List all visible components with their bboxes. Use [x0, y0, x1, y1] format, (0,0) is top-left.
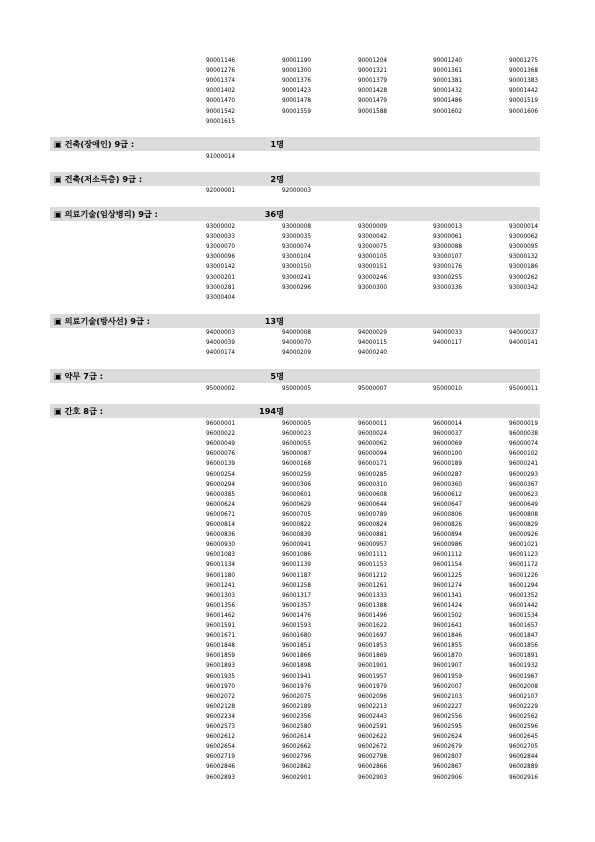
applicant-number: 96001341 — [433, 592, 462, 599]
applicant-number: 96000139 — [206, 461, 235, 468]
applicant-number: 90001428 — [358, 88, 387, 95]
applicant-number: 90001402 — [206, 88, 235, 95]
applicant-number: 96000294 — [206, 481, 235, 488]
applicant-number: 96000189 — [433, 461, 462, 468]
section-count: 194명 — [259, 406, 284, 416]
applicant-number: 96000824 — [358, 522, 387, 528]
applicant-number: 94000174 — [206, 350, 235, 357]
applicant-number: 96001241 — [206, 582, 235, 589]
applicant-number: 94000033 — [433, 330, 462, 336]
applicant-number: 96001593 — [282, 623, 311, 629]
applicant-number: 94000117 — [433, 340, 462, 347]
applicant-number: 96000259 — [282, 471, 311, 478]
applicant-number: 94000141 — [509, 340, 538, 347]
applicant-number: 96000074 — [509, 441, 538, 448]
applicant-number: 96000254 — [206, 471, 235, 478]
applicant-number: 93000009 — [358, 224, 387, 230]
applicant-number: 96001352 — [509, 592, 538, 599]
applicant-number: 96001442 — [509, 602, 538, 609]
applicant-number: 95000010 — [433, 386, 462, 392]
applicant-number: 93000061 — [433, 234, 462, 241]
applicant-number: 96002612 — [206, 734, 235, 741]
applicant-number: 92000003 — [282, 188, 311, 194]
applicant-number: 90001602 — [433, 108, 462, 115]
applicant-number: 96002107 — [509, 693, 538, 700]
applicant-number: 96001901 — [358, 663, 387, 670]
applicant-number: 96000836 — [206, 532, 235, 539]
section-header-medtech-clinical — [50, 207, 540, 221]
applicant-number: 96000826 — [433, 522, 462, 528]
applicant-number: 96001855 — [433, 643, 462, 650]
applicant-number: 93000151 — [358, 264, 387, 271]
applicant-number: 93000107 — [433, 254, 462, 261]
applicant-number: 93000241 — [282, 274, 311, 281]
applicant-number: 96001866 — [282, 653, 311, 660]
applicant-number: 96001893 — [206, 663, 235, 670]
applicant-number: 96001851 — [282, 643, 311, 650]
applicant-number: 95000005 — [282, 386, 311, 392]
applicant-number: 96000705 — [282, 511, 311, 518]
applicant-number: 96002645 — [509, 734, 538, 741]
applicant-number: 96002807 — [433, 754, 462, 761]
applicant-number: 96002889 — [509, 764, 538, 771]
applicant-number: 90001442 — [509, 88, 538, 95]
applicant-number: 96001671 — [206, 633, 235, 640]
applicant-number: 96000612 — [433, 491, 462, 498]
applicant-number: 96001021 — [509, 542, 538, 549]
applicant-number: 96000649 — [509, 501, 538, 508]
applicant-number: 96000001 — [206, 421, 235, 427]
applicant-number: 93000300 — [358, 284, 387, 291]
applicant-number: 96000014 — [433, 421, 462, 427]
applicant-number: 96000608 — [358, 491, 387, 498]
applicant-number: 96001932 — [509, 663, 538, 670]
section-header-arch-lowincome — [50, 172, 540, 186]
applicant-number: 96001976 — [282, 683, 311, 690]
applicant-number: 96001112 — [433, 552, 462, 559]
applicant-number: 96001123 — [509, 552, 538, 559]
section-title: ▣ 건축(저소득층) 9급 : — [54, 174, 143, 184]
applicant-number: 96002595 — [433, 724, 462, 730]
applicant-number: 94000240 — [358, 350, 387, 357]
applicant-number: 96001424 — [433, 602, 462, 609]
applicant-number: 96001891 — [509, 653, 538, 660]
applicant-number: 96001534 — [509, 612, 538, 619]
applicant-number: 96001935 — [206, 673, 235, 680]
applicant-number: 93000296 — [282, 284, 311, 291]
applicant-number: 96001657 — [509, 623, 538, 629]
applicant-number: 96000094 — [358, 451, 387, 458]
applicant-number: 90001615 — [206, 118, 235, 125]
applicant-number: 96002356 — [282, 713, 311, 720]
applicant-number: 96002679 — [433, 744, 462, 751]
applicant-number: 96001086 — [282, 552, 311, 559]
section-title: ▣ 약무 7급 : — [54, 371, 103, 381]
applicant-number: 93000095 — [509, 244, 538, 251]
applicant-number: 96002906 — [433, 774, 462, 781]
applicant-number: 93000070 — [206, 244, 235, 251]
applicant-number: 94000115 — [358, 340, 387, 347]
applicant-number: 93000404 — [206, 294, 235, 301]
applicant-number: 96000087 — [282, 451, 311, 458]
section-header-nursing — [50, 404, 540, 418]
applicant-number: 96001959 — [433, 673, 462, 680]
applicant-number: 93000088 — [433, 244, 462, 251]
applicant-number: 96001356 — [206, 602, 235, 609]
applicant-number: 96002234 — [206, 713, 235, 720]
applicant-number: 96002562 — [509, 713, 538, 720]
applicant-number: 96000168 — [282, 461, 311, 468]
applicant-number: 96001846 — [433, 633, 462, 640]
applicant-number: 93000176 — [433, 264, 462, 271]
applicant-number: 96002227 — [433, 703, 462, 710]
applicant-number: 96001083 — [206, 552, 235, 559]
applicant-number: 90001374 — [206, 78, 235, 85]
applicant-number: 96001172 — [509, 562, 538, 569]
applicant-number: 93000075 — [358, 244, 387, 251]
applicant-number: 96001680 — [282, 633, 311, 640]
applicant-number: 93000150 — [282, 264, 311, 271]
applicant-number: 91000014 — [206, 154, 235, 160]
applicant-number: 96000930 — [206, 542, 235, 549]
applicant-number: 93000062 — [509, 234, 538, 241]
applicant-number: 96001970 — [206, 683, 235, 690]
applicant-number: 94000070 — [282, 340, 311, 347]
applicant-number: 90001606 — [509, 108, 538, 115]
section-header-medtech-radiology — [50, 314, 540, 328]
applicant-number: 90001479 — [358, 98, 387, 105]
applicant-number: 93000336 — [433, 284, 462, 291]
applicant-number: 96000881 — [358, 532, 387, 539]
applicant-number: 96001847 — [509, 633, 538, 640]
applicant-number: 96002072 — [206, 693, 235, 700]
applicant-number: 96001870 — [433, 653, 462, 660]
applicant-number: 92000001 — [206, 188, 235, 194]
applicant-number: 90001486 — [433, 98, 462, 105]
applicant-number: 90001204 — [358, 58, 387, 64]
applicant-number: 96001957 — [358, 673, 387, 680]
applicant-number: 96002796 — [282, 754, 311, 761]
applicant-number: 93000002 — [206, 224, 235, 230]
applicant-number: 90001519 — [509, 98, 538, 105]
applicant-number: 96001187 — [282, 572, 311, 579]
applicant-number: 96001388 — [358, 602, 387, 609]
applicant-number: 90001383 — [509, 78, 538, 85]
applicant-number: 96002622 — [358, 734, 387, 741]
applicant-number: 96002719 — [206, 754, 235, 761]
applicant-number: 96002844 — [509, 754, 538, 761]
applicant-number: 96002596 — [509, 724, 538, 730]
applicant-number: 96002654 — [206, 744, 235, 751]
applicant-number: 96000069 — [433, 441, 462, 448]
applicant-number: 96002893 — [206, 774, 235, 781]
applicant-number: 96000671 — [206, 511, 235, 518]
applicant-number: 96000102 — [509, 451, 538, 458]
applicant-number: 96002007 — [433, 683, 462, 690]
applicant-number: 96000287 — [433, 471, 462, 478]
applicant-number: 96002075 — [282, 693, 311, 700]
applicant-number: 96000385 — [206, 491, 235, 498]
section-header-arch-disabled — [50, 137, 540, 151]
section-title: ▣ 간호 8급 : — [54, 406, 103, 416]
applicant-number: 96000076 — [206, 451, 235, 458]
applicant-number: 96001274 — [433, 582, 462, 589]
applicant-number: 90001275 — [509, 58, 538, 64]
applicant-number: 90001368 — [509, 68, 538, 75]
applicant-number: 96001462 — [206, 612, 235, 619]
applicant-number: 96002916 — [509, 774, 538, 781]
applicant-number: 90001542 — [206, 108, 235, 115]
applicant-number: 96000293 — [509, 471, 538, 478]
applicant-number: 94000209 — [282, 350, 311, 357]
applicant-number: 93000008 — [282, 224, 311, 230]
applicant-number: 96000049 — [206, 441, 235, 448]
applicant-number: 96002798 — [358, 754, 387, 761]
applicant-number: 93000014 — [509, 224, 538, 230]
applicant-number: 96000808 — [509, 511, 538, 518]
applicant-number: 96001303 — [206, 592, 235, 599]
applicant-number: 96002103 — [433, 693, 462, 700]
applicant-number: 96000306 — [282, 481, 311, 488]
applicant-number: 93000104 — [282, 254, 311, 261]
applicant-number: 94000029 — [358, 330, 387, 336]
applicant-number: 96000367 — [509, 481, 538, 488]
applicant-number: 93000132 — [509, 254, 538, 261]
applicant-number: 96001212 — [358, 572, 387, 579]
applicant-number: 96000644 — [358, 501, 387, 508]
applicant-number: 90001588 — [358, 108, 387, 115]
applicant-number: 96000601 — [282, 491, 311, 498]
applicant-number: 96000171 — [358, 461, 387, 468]
applicant-number: 96001622 — [358, 623, 387, 629]
applicant-number: 96002229 — [509, 703, 538, 710]
applicant-number: 96000360 — [433, 481, 462, 488]
applicant-number: 96001333 — [358, 592, 387, 599]
applicant-number: 96001134 — [206, 562, 235, 569]
applicant-number: 93000281 — [206, 284, 235, 291]
applicant-number: 90001381 — [433, 78, 462, 85]
applicant-number: 90001276 — [206, 68, 235, 75]
applicant-number: 93000013 — [433, 224, 462, 230]
applicant-number: 96000829 — [509, 522, 538, 528]
applicant-number: 96000789 — [358, 511, 387, 518]
applicant-number: 90001361 — [433, 68, 462, 75]
applicant-number: 96001261 — [358, 582, 387, 589]
applicant-number: 96001226 — [509, 572, 538, 579]
applicant-number: 96002901 — [282, 774, 311, 781]
applicant-number: 96002866 — [358, 764, 387, 771]
applicant-number: 96002008 — [509, 683, 538, 690]
applicant-number: 96001502 — [433, 612, 462, 619]
applicant-number: 96002189 — [282, 703, 311, 710]
applicant-number: 96001907 — [433, 663, 462, 670]
applicant-number: 90001376 — [282, 78, 311, 85]
applicant-number: 94000037 — [509, 330, 538, 336]
applicant-number: 95000011 — [509, 386, 538, 392]
applicant-number: 96000822 — [282, 522, 311, 528]
applicant-number: 90001470 — [206, 98, 235, 105]
applicant-number: 90001478 — [282, 98, 311, 105]
applicant-number: 96002846 — [206, 764, 235, 771]
applicant-number: 90001190 — [282, 58, 311, 64]
applicant-number: 96000037 — [433, 431, 462, 438]
section-title: ▣ 의료기술(임상병리) 9급 : — [54, 209, 158, 219]
applicant-number: 96001697 — [358, 633, 387, 640]
applicant-number: 93000201 — [206, 274, 235, 281]
applicant-number: 96000839 — [282, 532, 311, 539]
section-count: 36명 — [264, 209, 284, 219]
applicant-number: 96001294 — [509, 582, 538, 589]
applicant-number: 96002591 — [358, 724, 387, 730]
applicant-number: 96001591 — [206, 623, 235, 629]
applicant-number: 93000042 — [358, 234, 387, 241]
applicant-number: 96000814 — [206, 522, 235, 528]
applicant-number: 96002556 — [433, 713, 462, 720]
applicant-number: 96000894 — [433, 532, 462, 539]
applicant-number: 96001154 — [433, 562, 462, 569]
applicant-number: 96001153 — [358, 562, 387, 569]
applicant-number: 93000246 — [358, 274, 387, 281]
applicant-number: 94000008 — [282, 330, 311, 336]
applicant-number: 96001641 — [433, 623, 462, 629]
applicant-number: 93000096 — [206, 254, 235, 261]
applicant-number: 96000023 — [282, 431, 311, 438]
applicant-number: 96000926 — [509, 532, 538, 539]
applicant-number: 96001476 — [282, 612, 311, 619]
applicant-number: 90001432 — [433, 88, 462, 95]
applicant-number: 96002662 — [282, 744, 311, 751]
applicant-number: 96001848 — [206, 643, 235, 650]
applicant-number: 93000033 — [206, 234, 235, 241]
applicant-number: 96000038 — [509, 431, 538, 438]
applicant-number: 96000629 — [282, 501, 311, 508]
applicant-number: 96000011 — [358, 421, 387, 427]
applicant-number: 93000342 — [509, 284, 538, 291]
applicant-number: 96001357 — [282, 602, 311, 609]
applicant-number: 95000007 — [358, 386, 387, 392]
applicant-number: 93000186 — [509, 264, 538, 271]
applicant-number: 96000624 — [206, 501, 235, 508]
applicant-number: 96001225 — [433, 572, 462, 579]
section-count: 13명 — [264, 316, 284, 326]
section-count: 5명 — [270, 371, 284, 381]
applicant-number: 96002705 — [509, 744, 538, 751]
section-count: 2명 — [270, 174, 284, 184]
applicant-number: 96002624 — [433, 734, 462, 741]
applicant-number: 93000105 — [358, 254, 387, 261]
applicant-number: 96001111 — [358, 552, 387, 559]
applicant-number: 96001967 — [509, 673, 538, 680]
applicant-number: 96000957 — [358, 542, 387, 549]
applicant-number: 96000024 — [358, 431, 387, 438]
applicant-number: 96000623 — [509, 491, 538, 498]
applicant-number: 96001859 — [206, 653, 235, 660]
applicant-number: 90001240 — [433, 58, 462, 64]
applicant-number: 96001941 — [282, 673, 311, 680]
applicant-number: 96000941 — [282, 542, 311, 549]
section-title: ▣ 건축(장애인) 9급 : — [54, 139, 135, 149]
applicant-number: 96001979 — [358, 683, 387, 690]
applicant-number: 93000074 — [282, 244, 311, 251]
applicant-number: 96002096 — [358, 693, 387, 700]
applicant-number: 96000285 — [358, 471, 387, 478]
applicant-number: 90001321 — [358, 68, 387, 75]
applicant-number: 96000806 — [433, 511, 462, 518]
applicant-number: 90001559 — [282, 108, 311, 115]
applicant-number: 96000055 — [282, 441, 311, 448]
applicant-number: 96002903 — [358, 774, 387, 781]
applicant-number: 93000035 — [282, 234, 311, 241]
applicant-number: 96002672 — [358, 744, 387, 751]
applicant-number: 96001180 — [206, 572, 235, 579]
applicant-number: 95000002 — [206, 386, 235, 392]
applicant-number: 96002862 — [282, 764, 311, 771]
applicant-number: 96001317 — [282, 592, 311, 599]
section-count: 1명 — [270, 139, 284, 149]
applicant-number: 93000255 — [433, 274, 462, 281]
applicant-number: 96000062 — [358, 441, 387, 448]
applicant-number: 96001853 — [358, 643, 387, 650]
applicant-number: 96001869 — [358, 653, 387, 660]
applicant-number: 96002213 — [358, 703, 387, 710]
applicant-number: 96001898 — [282, 663, 311, 670]
applicant-number: 96000241 — [509, 461, 538, 468]
applicant-number: 96000100 — [433, 451, 462, 458]
applicant-number: 96002573 — [206, 724, 235, 730]
applicant-number: 90001423 — [282, 88, 311, 95]
applicant-number: 90001379 — [358, 78, 387, 85]
applicant-number: 94000003 — [206, 330, 235, 336]
applicant-number: 96002443 — [358, 713, 387, 720]
applicant-number: 96001139 — [282, 562, 311, 569]
applicant-number: 96000986 — [433, 542, 462, 549]
section-header-pharmacy — [50, 369, 540, 383]
applicant-number: 96000019 — [509, 421, 538, 427]
applicant-number: 96002614 — [282, 734, 311, 741]
applicant-number: 96000022 — [206, 431, 235, 438]
applicant-number: 96000005 — [282, 421, 311, 427]
applicant-number: 96002128 — [206, 703, 235, 710]
applicant-number: 96000310 — [358, 481, 387, 488]
applicant-number: 90001300 — [282, 68, 311, 75]
applicant-number: 96002867 — [433, 764, 462, 771]
applicant-number: 96001856 — [509, 643, 538, 650]
applicant-number: 93000142 — [206, 264, 235, 271]
applicant-number: 93000262 — [509, 274, 538, 281]
applicant-number: 96000647 — [433, 501, 462, 508]
applicant-number: 90001146 — [206, 58, 235, 64]
applicant-number: 96001258 — [282, 582, 311, 589]
applicant-number: 96002580 — [282, 724, 311, 730]
applicant-number: 96001496 — [358, 612, 387, 619]
section-title: ▣ 의료기술(방사선) 9급 : — [54, 316, 151, 326]
applicant-number: 94000039 — [206, 340, 235, 347]
